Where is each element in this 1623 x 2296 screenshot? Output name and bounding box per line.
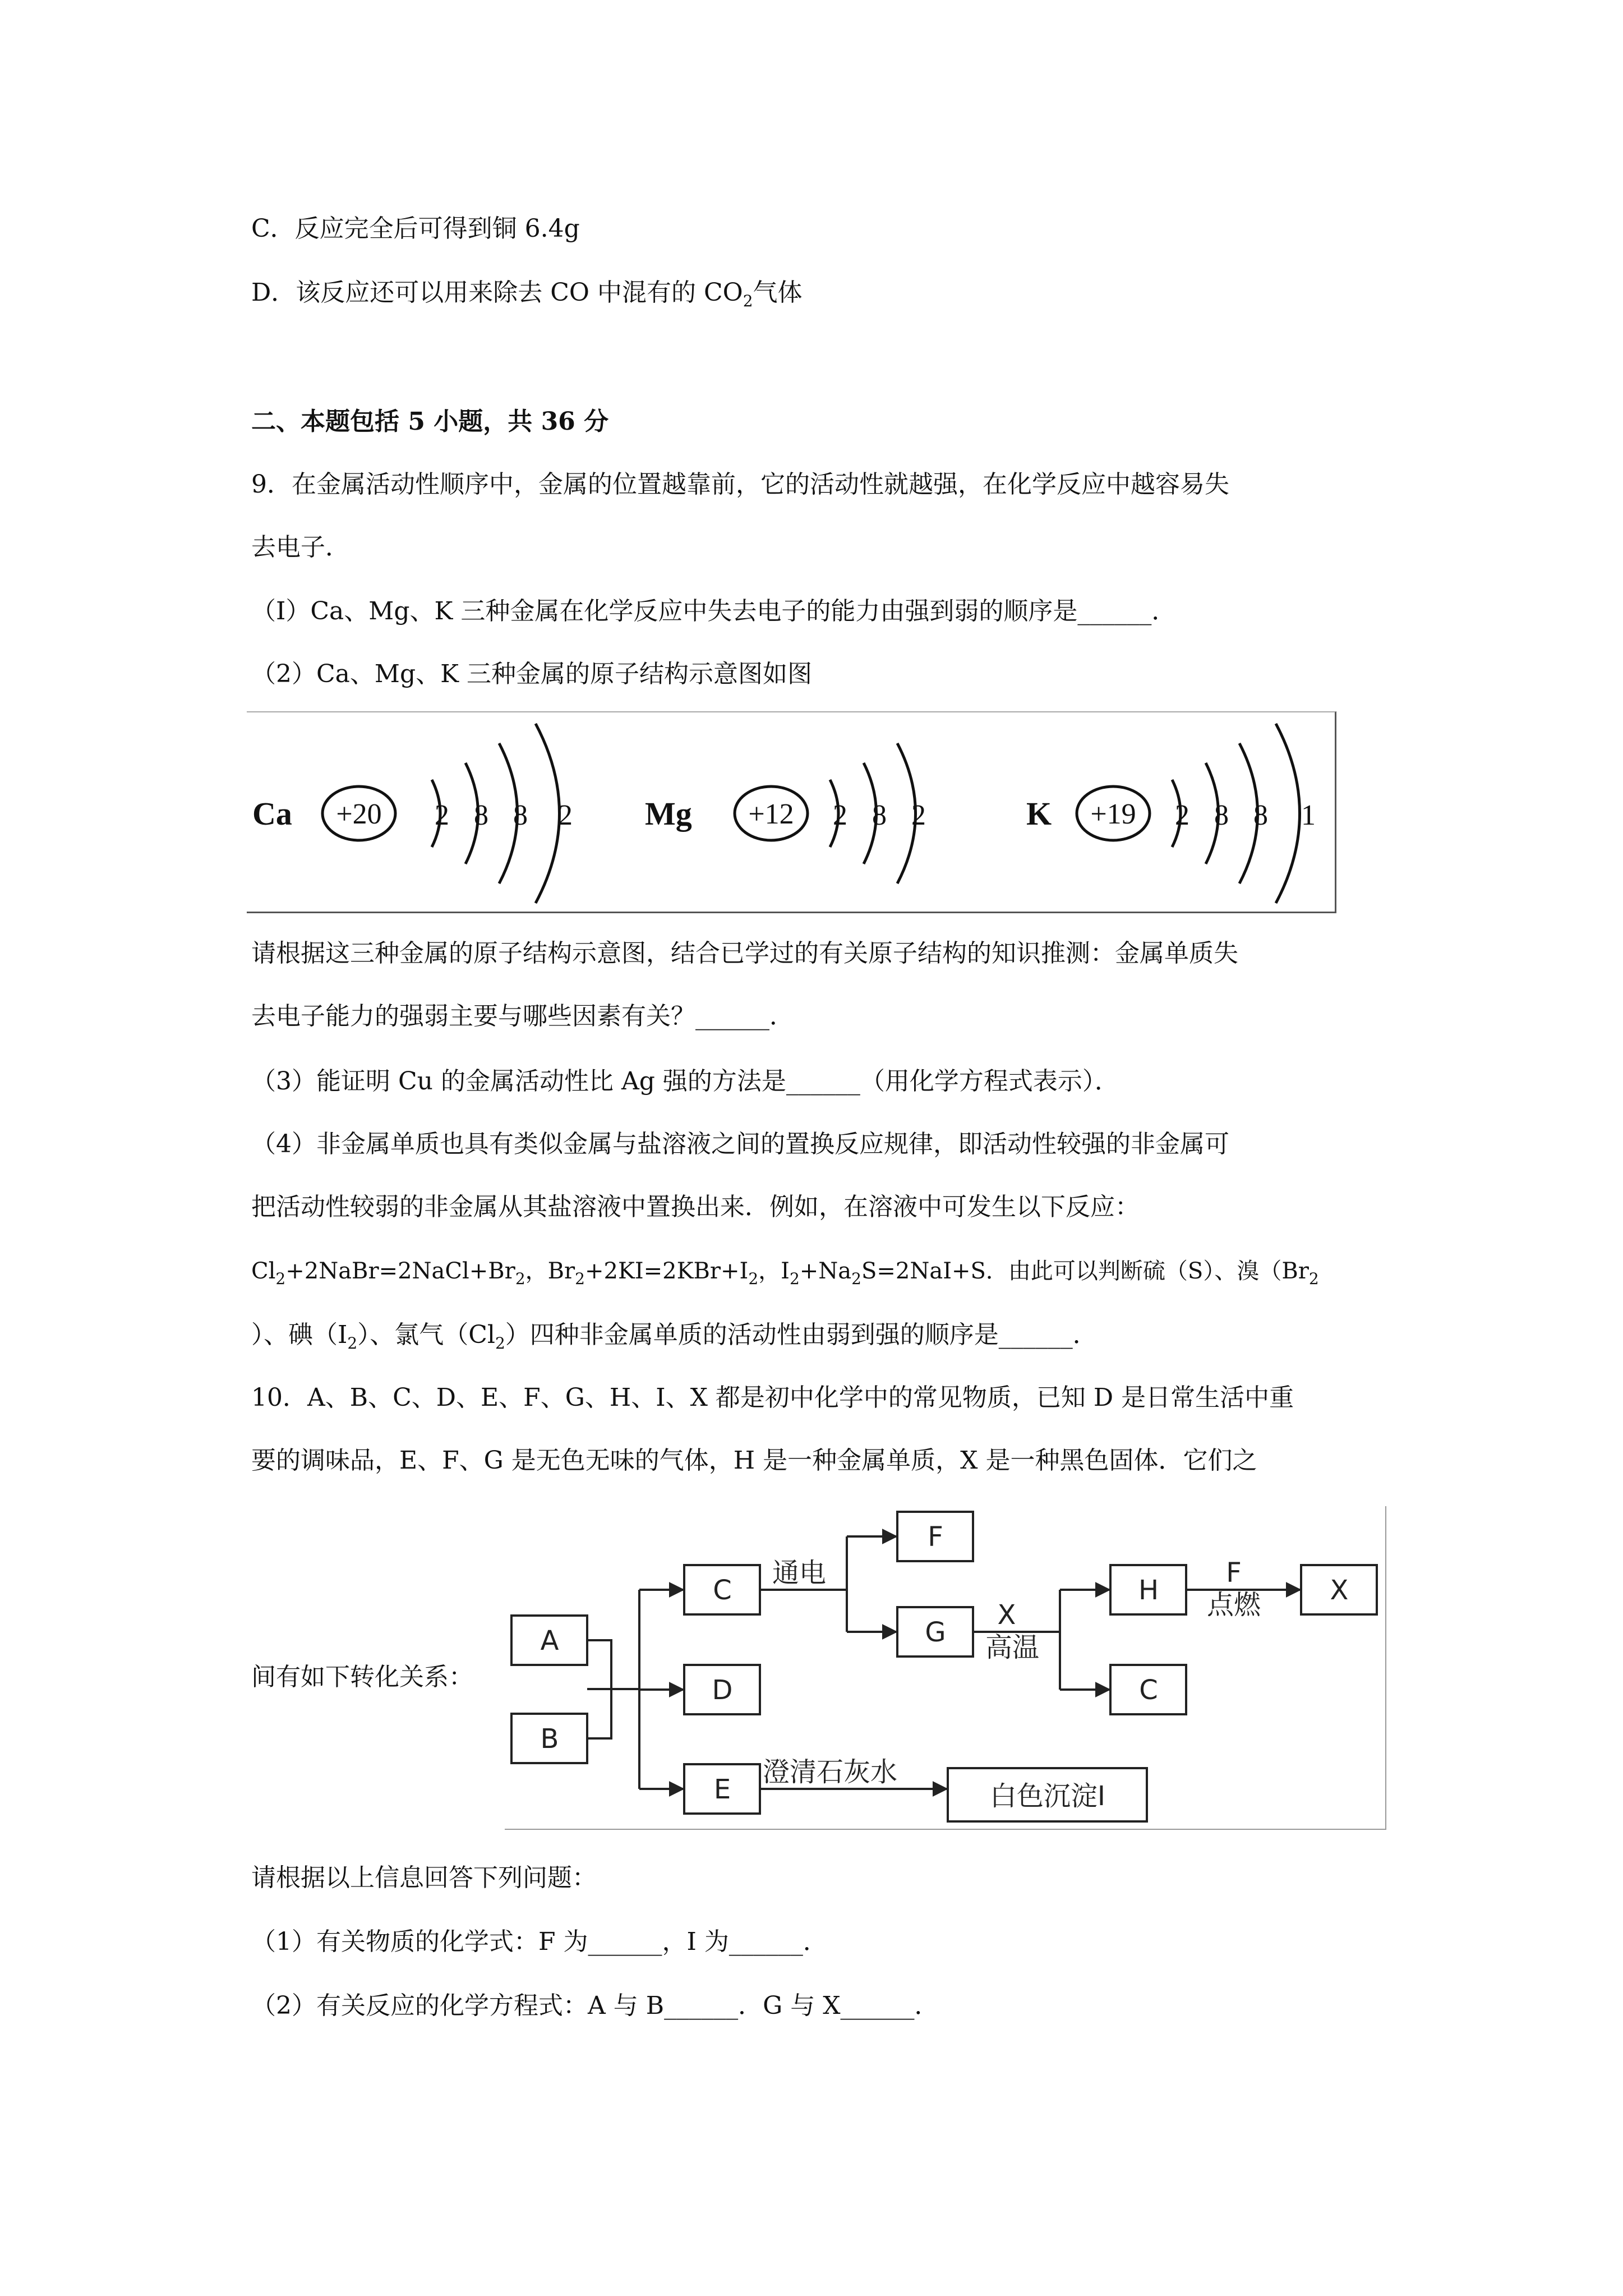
q9-equations: $Cl_2+2NaBr=2NaCl+Br_2$，$Br_2+2KI=2KBr+I_2$，$I_2+Na_2S=2NaI+S$．由此可以判断硫（S）、溴（$Br_2$ [251,1258,1319,1288]
q10-stem-2: 要的调味品，E、F、G 是无色无味的气体，H 是一种金属单质，X 是一种黑色固体．它们之 [251,1446,1257,1475]
q9-part-4-4: ）、碘$(I_2)$、氯气$(Cl_2)$四种非金属单质的活动性由弱到强的顺序是______． [251,1320,1098,1352]
label-g: G [925,1617,946,1648]
q10-ask: 请根据以上信息回答下列问题： [251,1864,597,1892]
atom-ca-shell-2: 8 [474,799,488,831]
atom-ca-shell-4: 2 [558,799,573,831]
label-gx-bottom: 高温 [985,1632,1040,1663]
section-heading: 二、本题包括 5 小题，共 36 分 [251,407,609,436]
label-f: F [928,1521,943,1553]
atom-mg-nucleus: +12 [748,798,794,830]
atom-mg-shell-2: 8 [872,799,887,831]
atom-mg-shell-1: 2 [833,799,847,831]
q10-answer-1: （1）有关物质的化学式：F 为______，I 为______． [251,1927,828,1956]
q9-after-2: 去电子能力的强弱主要与哪些因素有关？______． [251,1002,794,1030]
q9-part-3: （3）能证明 Cu 的金属活动性比 Ag 强的方法是______（用化学方程式表示）． [251,1067,1119,1096]
q10-stem-3: 间有如下转化关系： [251,1663,473,1691]
q10-answer-2: （2）有关反应的化学方程式：A 与 B______．G 与 X______． [251,1991,939,2020]
q10-stem-1: 10．A、B、C、D、E、F、G、H、I、X 都是初中化学中的常见物质，已知 D 是日常生活中重 [251,1383,1294,1412]
atom-k-symbol: K [1026,795,1052,832]
q9-stem-2: 去电子． [251,533,350,562]
label-gx-top: X [997,1599,1016,1631]
conversion-flowchart [505,1506,1386,1830]
label-e: E [713,1774,731,1805]
label-c: C [713,1575,732,1606]
atomic-structure-figure [247,711,1336,913]
label-b: B [540,1723,559,1755]
label-hx-top: F [1226,1557,1242,1589]
option-d [251,276,803,310]
atom-k-shell-4: 1 [1301,799,1316,831]
atom-ca-nucleus: +20 [336,798,382,830]
label-lime-water: 澄清石灰水 [762,1756,898,1788]
option-d-text: D．该反应还可以用来除去 CO 中混有的 CO [251,278,743,307]
option-d-tail: 气体 [753,278,803,307]
q9-part-1: （I）Ca、Mg、K 三种金属在化学反应中失去电子的能力由强到弱的顺序是______． [251,597,1177,625]
q9-after-1: 请根据这三种金属的原子结构示意图，结合已学过的有关原子结构的知识推测：金属单质失 [251,939,1238,968]
label-precip: 白色沉淀Ⅰ [989,1780,1106,1812]
label-a: A [540,1625,559,1657]
q9-part-4-2: 把活动性较弱的非金属从其盐溶液中置换出来．例如，在溶液中可发生以下反应： [251,1193,1140,1221]
label-x: X [1330,1575,1349,1606]
atom-mg-symbol: Mg [645,795,692,832]
label-d: D [712,1674,733,1706]
atom-k-shell-3: 8 [1253,799,1268,831]
label-h: H [1138,1575,1159,1606]
label-electrolysis: 通电 [772,1557,827,1589]
option-c: C．反应完全后可得到铜 6.4g [251,214,580,243]
atom-k-nucleus: +19 [1090,798,1136,830]
q9-part-2: （2）Ca、Mg、K 三种金属的原子结构示意图如图 [251,660,812,688]
option-d-sub: 2 [743,292,753,310]
label-hx-bottom: 点燃 [1206,1589,1261,1621]
atom-mg-shell-3: 2 [911,799,926,831]
atom-ca-shell-1: 2 [435,799,449,831]
q9-stem-1: 9．在金属活动性顺序中，金属的位置越靠前，它的活动性就越强，在化学反应中越容易失 [251,470,1229,499]
atom-k-shell-1: 2 [1175,799,1189,831]
label-c2: C [1139,1674,1158,1706]
q9-part-4-1: （4）非金属单质也具有类似金属与盐溶液之间的置换反应规律，即活动性较强的非金属可 [251,1130,1229,1158]
atom-k-shell-2: 8 [1214,799,1229,831]
atom-ca-shell-3: 8 [513,799,528,831]
atom-ca-symbol: Ca [252,795,292,832]
